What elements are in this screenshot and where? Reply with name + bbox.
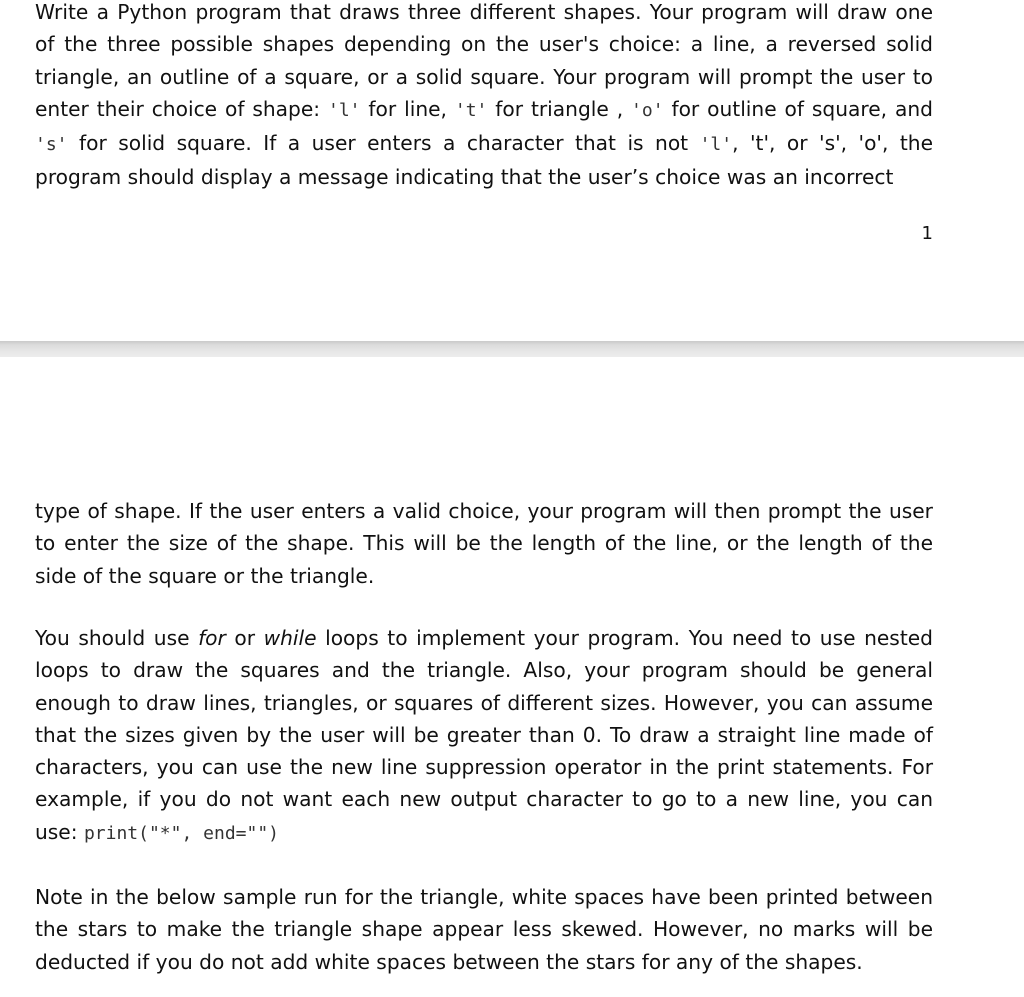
loops-text-2: or — [225, 626, 264, 650]
loops-text-3: loops to implement your program. You need to use nested loops to draw the squares and the triangle. Also, your program should be general enough to draw lines, triangles, or squares of different sizes. However, you can assume that the sizes given by the user will be greater than 0. To draw a straight line made of characters, you can use the new line suppression operator in the print statements. For example, if you do not want each new output character to go to a new line, you can use: — [35, 626, 933, 844]
for-keyword: for — [198, 626, 226, 650]
intro-text-6: , 't', or 's', 'o', the program should display a message indicating that the user’s choice was an incorrect — [35, 131, 933, 190]
intro-text-2: for line, — [360, 96, 455, 121]
document-page-1 — [0, 0, 1024, 341]
intro-text-5: for solid square. If a user enters a character that is not — [67, 131, 700, 156]
sample-run-note-paragraph: Note in the below sample run for the triangle, white spaces have been printed between the stars to make the triangle shape appear less skewed. However, no marks will be deducted if you do not add white spaces between the stars for any of the shapes. — [35, 885, 933, 974]
intro-text-3: for triangle , — [487, 96, 632, 121]
code-choice-line: 'l' — [328, 99, 361, 121]
code-choice-outline: 'o' — [631, 99, 664, 121]
code-choice-line-2: 'l' — [699, 134, 733, 156]
page-separator — [0, 341, 1024, 357]
page-number: 1 — [921, 223, 933, 244]
loops-paragraph — [35, 622, 933, 850]
intro-text-4: for outline of square, and — [663, 96, 933, 121]
while-keyword: while — [263, 626, 317, 650]
assignment-intro-paragraph — [35, 0, 933, 194]
loops-text-1: You should use — [35, 626, 199, 650]
size-prompt-paragraph: type of shape. If the user enters a valid choice, your program will then prompt the user to enter the size of the shape. This will be the length of the line, or the length of the side of the square or the triangle. — [35, 499, 933, 588]
print-code-snippet: print("*", end="") — [83, 822, 280, 844]
document-page-2 — [0, 357, 1024, 997]
code-choice-solid: 's' — [35, 134, 68, 156]
intro-text-1: Write a Python program that draws three different shapes. Your program will draw one of the three possible shapes depending on the user's choice: a line, a reversed solid triangle, an outline of a square, or a solid square. Your program will prompt the user to enter their choice of shape: — [35, 0, 933, 121]
code-choice-triangle: 't' — [454, 99, 488, 121]
